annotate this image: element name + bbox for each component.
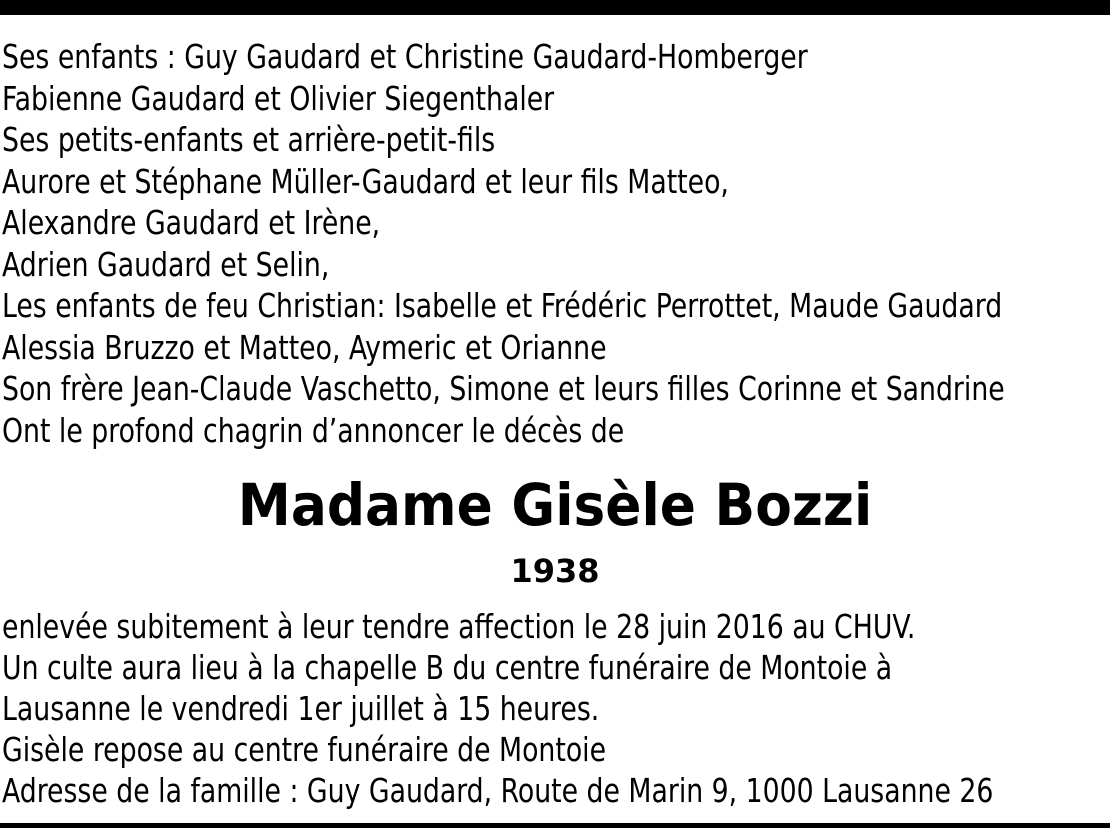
details-line: Gisèle repose au centre funéraire de Montoie bbox=[2, 730, 607, 769]
birth-year: 1938 bbox=[510, 552, 600, 590]
announcement-line: Les enfants de feu Christian: Isabelle et Frédéric Perrottet, Maude Gaudard bbox=[2, 286, 1003, 325]
announcement-line: Aurore et Stéphane Müller-Gaudard et leur fils Matteo, bbox=[2, 161, 729, 201]
announcement-line: Adrien Gaudard et Selin, bbox=[2, 244, 330, 284]
funeral-details bbox=[2, 606, 1108, 811]
announcement-line: Ses petits-enfants et arrière-petit-fils bbox=[2, 120, 496, 159]
announcement-line: Alexandre Gaudard et Irène, bbox=[2, 203, 381, 242]
bottom-border-rule bbox=[0, 823, 1110, 828]
deceased-name: Madame Gisèle Bozzi bbox=[237, 471, 873, 539]
details-line: Lausanne le vendredi 1er juillet à 15 heures. bbox=[2, 689, 600, 728]
details-line: Adresse de la famille : Guy Gaudard, Route de Marin 9, 1000 Lausanne 26 bbox=[2, 771, 994, 810]
top-border-rule bbox=[0, 0, 1110, 15]
announcement-line: Son frère Jean-Claude Vaschetto, Simone et leurs filles Corinne et Sandrine bbox=[2, 369, 1005, 408]
announcement-line: Alessia Bruzzo et Matteo, Aymeric et Orianne bbox=[2, 327, 607, 367]
announcement-line: Ont le profond chagrin d’annoncer le décès de bbox=[2, 410, 625, 450]
family-announcement bbox=[2, 36, 1108, 451]
announcement-line: Ses enfants : Guy Gaudard et Christine Gaudard-Homberger bbox=[2, 37, 808, 76]
announcement-line: Fabienne Gaudard et Olivier Siegenthaler bbox=[2, 78, 555, 118]
details-line: enlevée subitement à leur tendre affection le 28 juin 2016 au CHUV. bbox=[2, 607, 916, 646]
details-line: Un culte aura lieu à la chapelle B du centre funéraire de Montoie à bbox=[2, 648, 893, 687]
